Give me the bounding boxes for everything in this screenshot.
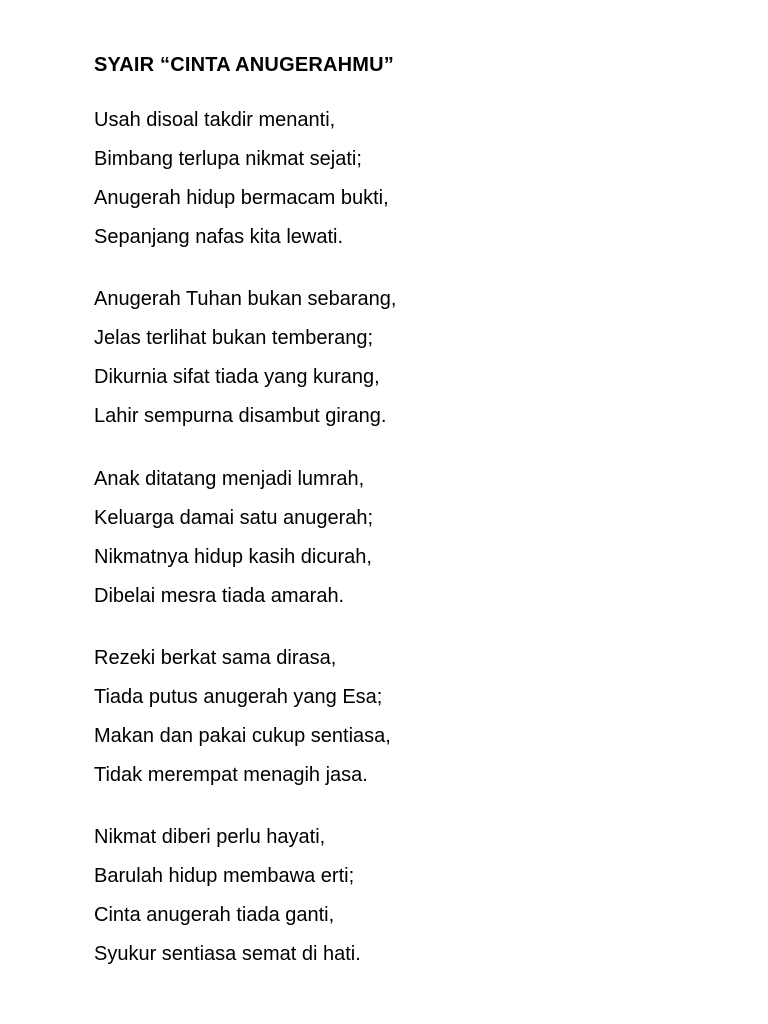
stanza-3 [94,460,734,616]
poem-line: Tiada putus anugerah yang Esa; [94,686,383,708]
poem-line: Syukur sentiasa semat di hati. [94,943,361,965]
poem-line: Anugerah Tuhan bukan sebarang, [94,288,397,310]
poem-title: SYAIR “CINTA ANUGERAHMU” [94,54,394,76]
poem-line: Rezeki berkat sama dirasa, [94,647,337,669]
poem-line: Anugerah hidup bermacam bukti, [94,187,389,209]
poem-line: Lahir sempurna disambut girang. [94,405,387,427]
poem-line: Dibelai mesra tiada amarah. [94,585,345,607]
stanza-1 [94,101,734,257]
poem-line: Anak ditatang menjadi lumrah, [94,468,365,490]
poem-line: Usah disoal takdir menanti, [94,109,336,131]
poem-line: Tidak merempat menagih jasa. [94,764,368,786]
poem-line: Barulah hidup membawa erti; [94,865,355,887]
stanza-5 [94,818,734,974]
poem-line: Cinta anugerah tiada ganti, [94,904,335,926]
poem-line: Makan dan pakai cukup sentiasa, [94,725,391,747]
poem-line: Nikmatnya hidup kasih dicurah, [94,546,372,568]
poem-line: Nikmat diberi perlu hayati, [94,826,326,848]
stanza-2 [94,280,734,436]
stanza-4 [94,639,734,795]
poem-line: Bimbang terlupa nikmat sejati; [94,148,362,170]
poem-line: Jelas terlihat bukan temberang; [94,327,374,349]
poem-line: Dikurnia sifat tiada yang kurang, [94,366,380,388]
poem-line: Keluarga damai satu anugerah; [94,507,374,529]
poem-line: Sepanjang nafas kita lewati. [94,226,344,248]
